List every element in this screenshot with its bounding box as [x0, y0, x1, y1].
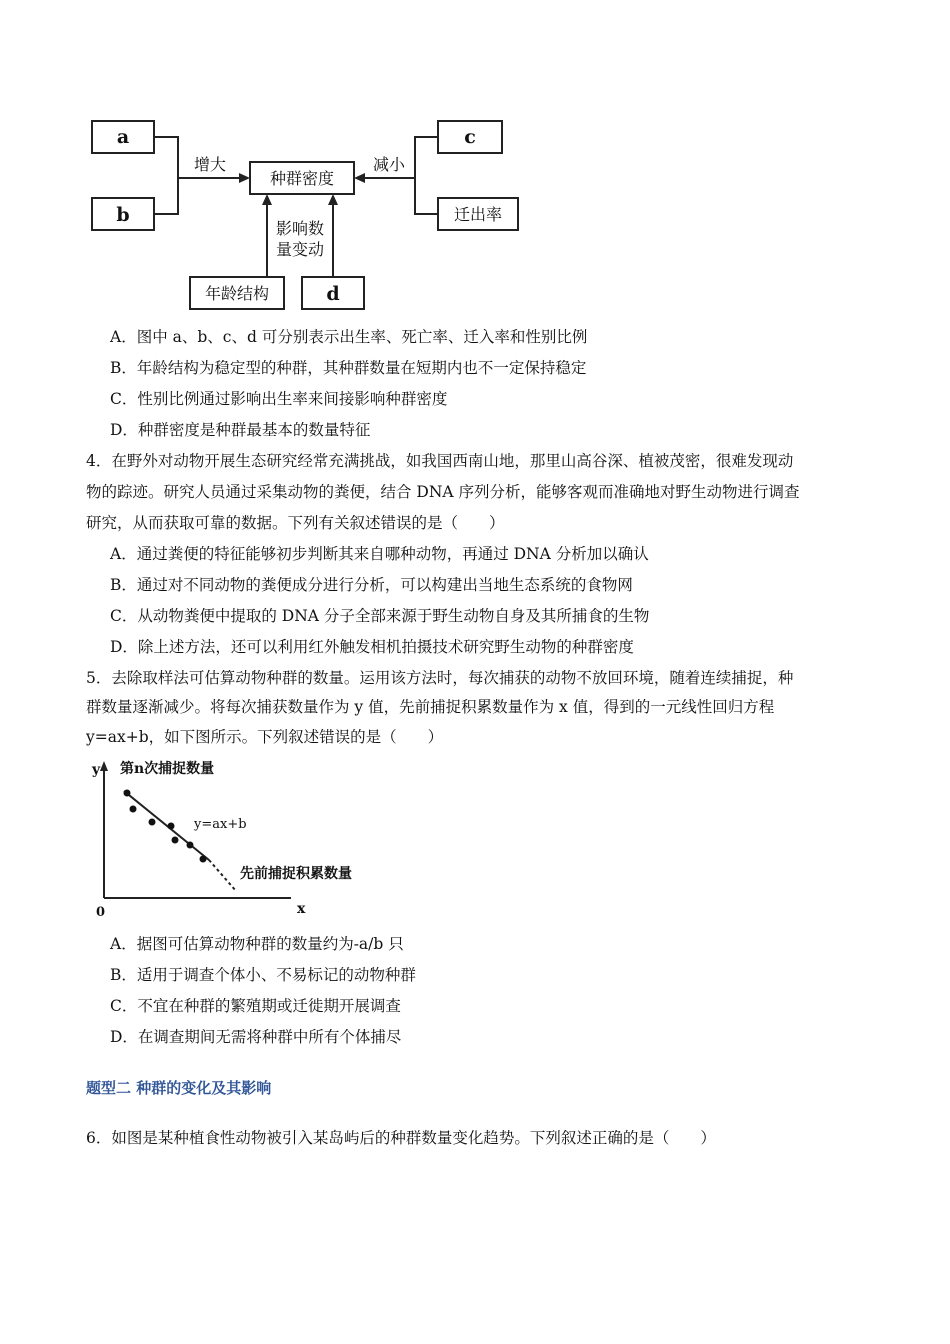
decrease-label: 减小	[372, 155, 406, 174]
box-a-label: a	[116, 126, 130, 148]
q4-stem-line-3: 研究，从而获取可靠的数据。下列有关叙述错误的是（ ）	[86, 514, 505, 532]
equation-label: y=ax+b	[194, 817, 247, 832]
removal-sampling-chart	[86, 757, 386, 922]
q6-stem: 6．如图是某种植食性动物被引入某岛屿后的种群数量变化趋势。下列叙述正确的是（ ）	[86, 1129, 716, 1147]
q4-option-a: A．通过粪便的特征能够初步判断其来自哪种动物，再通过 DNA 分析加以确认	[110, 545, 649, 563]
q3-option-d: D．种群密度是种群最基本的数量特征	[110, 421, 371, 439]
y-axis-arrow	[100, 761, 108, 771]
q5-option-d: D．在调查期间无需将种群中所有个体捕尽	[110, 1028, 402, 1046]
box-c-label: c	[464, 126, 476, 148]
influence-label-2: 量变动	[275, 240, 325, 259]
regression-extension	[209, 860, 236, 891]
data-point	[149, 819, 156, 826]
population-density-diagram	[80, 112, 540, 317]
q5-option-a: A．据图可估算动物种群的数量约为-a/b 只	[110, 935, 404, 953]
q5-option-b: B．适用于调查个体小、不易标记的动物种群	[110, 966, 416, 984]
section-title: 题型二 种群的变化及其影响	[86, 1079, 272, 1097]
x-axis-title: 先前捕捉积累数量	[240, 866, 352, 882]
q3-option-c: C．性别比例通过影响出生率来间接影响种群密度	[110, 390, 448, 408]
data-point	[200, 856, 207, 863]
q4-option-d: D．除上述方法，还可以利用红外触发相机拍摄技术研究野生动物的种群密度	[110, 638, 634, 656]
y-axis-symbol: y	[92, 762, 101, 778]
q3-option-b: B．年龄结构为稳定型的种群，其种群数量在短期内也不一定保持稳定	[110, 359, 587, 377]
q4-stem-line-1: 4．在野外对动物开展生态研究经常充满挑战，如我国西南山地，那里山高谷深、植被茂密，很难发现动	[86, 452, 794, 470]
origin-label: 0	[96, 905, 106, 920]
influence-label-1: 影响数	[275, 219, 325, 238]
box-b-label: b	[116, 204, 130, 226]
box-emigration-label: 迁出率	[453, 205, 503, 224]
q4-option-b: B．通过对不同动物的粪便成分进行分析，可以构建出当地生态系统的食物网	[110, 576, 633, 594]
q5-option-c: C．不宜在种群的繁殖期或迁徙期开展调查	[110, 997, 401, 1015]
q4-option-c: C．从动物粪便中提取的 DNA 分子全部来源于野生动物自身及其所捕食的生物	[110, 607, 650, 625]
data-point	[130, 806, 137, 813]
box-age-label: 年龄结构	[204, 284, 270, 303]
x-axis-symbol: x	[297, 901, 306, 917]
data-point	[187, 842, 194, 849]
q5-stem-line-1: 5．去除取样法可估算动物种群的数量。运用该方法时，每次捕获的动物不放回环境，随着连续捕捉，种	[86, 669, 794, 687]
box-d-label: d	[326, 283, 340, 305]
q5-stem-line-2: 群数量逐渐减少。将每次捕获数量作为 y 值，先前捕捉积累数量作为 x 值，得到的一元线性回归方程	[86, 698, 775, 716]
increase-label: 增大	[193, 155, 227, 174]
y-axis-title: 第n次捕捉数量	[120, 761, 215, 777]
data-point	[124, 790, 131, 797]
data-point	[168, 823, 175, 830]
q4-stem-line-2: 物的踪迹。研究人员通过采集动物的粪便，结合 DNA 序列分析，能够客观而准确地对野生动物进行调查	[86, 483, 800, 501]
box-density-label: 种群密度	[269, 169, 335, 188]
q5-stem-line-3: y=ax+b，如下图所示。下列叙述错误的是（ ）	[86, 728, 444, 746]
q3-option-a: A．图中 a、b、c、d 可分别表示出生率、死亡率、迁入率和性别比例	[110, 328, 588, 346]
data-point	[172, 837, 179, 844]
